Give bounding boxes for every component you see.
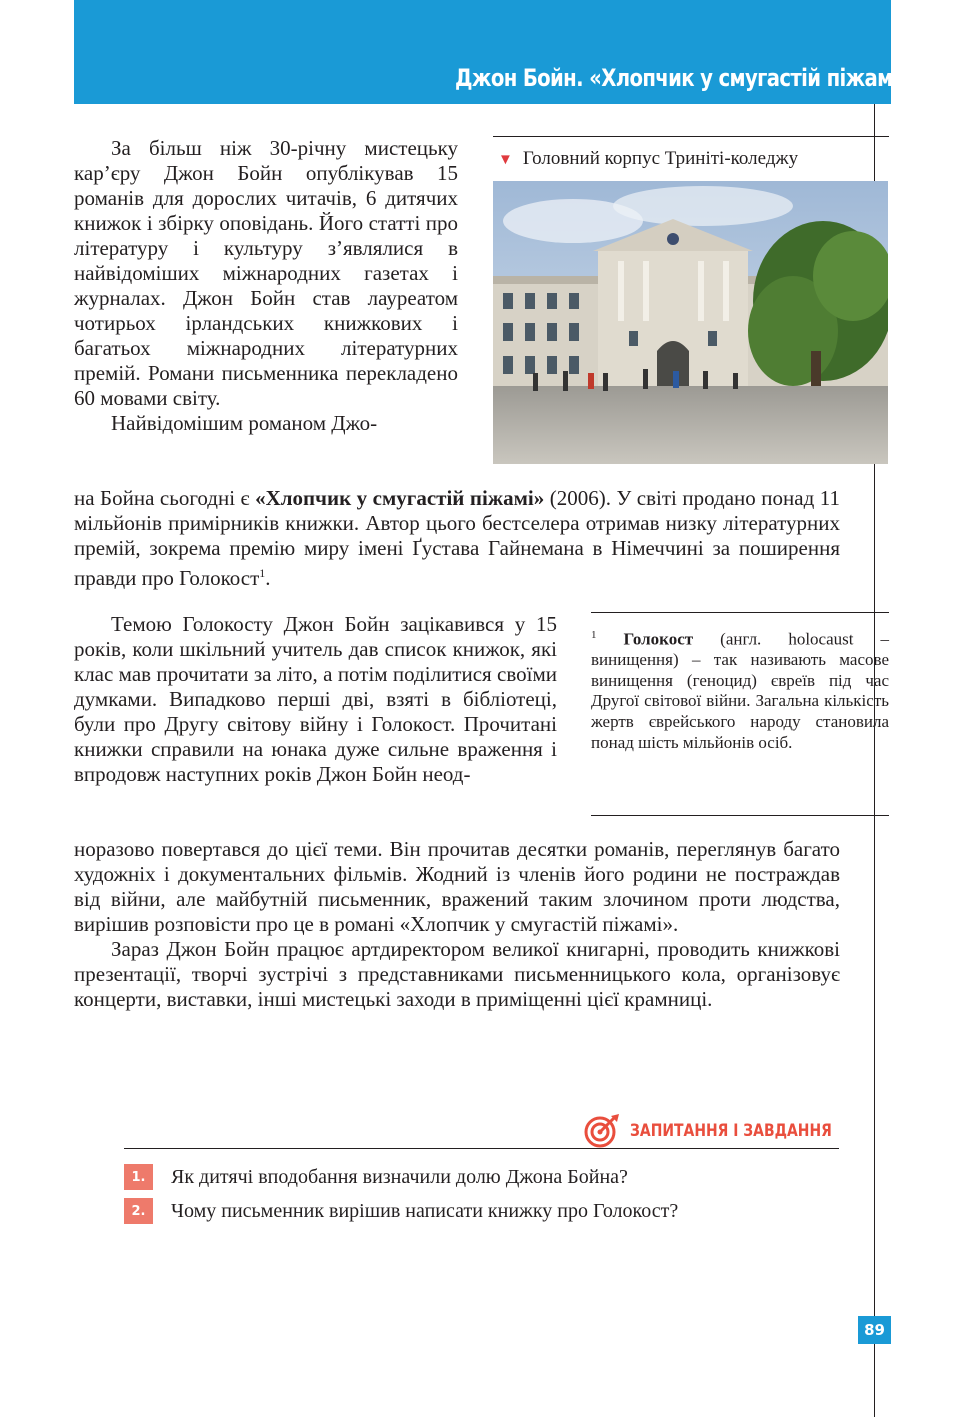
holocaust-interest-text: Темою Голокосту Джон Бойн зацікавився у 15 років, коли шкільний учитель дав список книжок, які клас мав прочитати за літо, а потім поділитися своїми думками. Випадково перші дві, взяті в бібліотеці, були про Другу світову війну і Голокост. Прочитані книжки справили на юнака дуже сильне враження і впродовж наступних років Джон Бойн неод- xyxy=(74,612,557,786)
intro-text: За більш ніж 30-річну мистецьку кар’єру Джон Бойн опублікував 15 романів для дорослих читачів, 6 дитячих книжок і збірку оповідань. Його статті про літературу і культуру з’являлися в найвідоміших міжнародних газетах і журналах. Джон Бойн став лауреатом чотирьох ірландських книжкових і багатьох міжнародних літературних премій. Романи письменника перекладено 60 мовами світу. xyxy=(74,136,458,410)
question-item xyxy=(124,1164,628,1190)
famous-novel-line-start: Найвідомішим романом Джо- xyxy=(111,411,378,435)
holocaust-continued-text: норазово повертався до цієї теми. Він прочитав десятки романів, переглянув багато художніх і документальних фільмів. Жодний із членів його родини не постраждав від війни, але майбутній письменник, вражений таким злочином проти людства, вирішив розповісти про це в романі «Хлопчик у смугастій піжамі». xyxy=(74,837,840,936)
question-number: 2. xyxy=(124,1198,153,1224)
footnote-top-rule xyxy=(591,612,889,613)
famous-novel-text xyxy=(74,486,840,591)
footnote xyxy=(591,625,889,753)
footnote-marker: 1 xyxy=(591,629,597,641)
paragraph-holocaust-full xyxy=(74,837,840,1012)
current-work-text: Зараз Джон Бойн працює артдиректором великої книгарні, проводить книжкові презентації, творчі зустрічі з представниками письменницького кола, організовує концерти, виставки, інші мистецькі заходи в приміщенні цієї крамниці. xyxy=(74,937,840,1011)
novel-text-b: (2006). У світі продано понад 11 мільйонів примірників книжки. Автор цього бестселера отримав низку літературних премій, зокрема премію миру імені Ґустава Гайнемана в Німеччині за поширення правди про Голокост xyxy=(74,486,840,590)
question-text: Як дитячі вподобання визначили долю Джона Бойна? xyxy=(171,1165,628,1188)
paragraph-intro xyxy=(74,136,458,436)
page-number: 89 xyxy=(858,1316,891,1344)
novel-text-a: на Бойна сьогодні є xyxy=(74,486,256,510)
questions-heading: ЗАПИТАННЯ І ЗАВДАННЯ xyxy=(630,1121,832,1141)
footnote-text: (англ. holocaust – винищення) – так називають масове винищення (геноцид) євреїв під час Другої світової війни. Загальна кількість жертв єврейського народу становила понад шість мільйонів осіб. xyxy=(591,629,889,752)
photo-caption xyxy=(498,148,888,170)
footnote-bottom-rule xyxy=(591,815,889,816)
question-item xyxy=(124,1198,678,1224)
novel-text-end: . xyxy=(265,566,271,590)
novel-title-bold: «Хлопчик у смугастій піжамі» xyxy=(255,486,545,510)
chapter-title: Джон Бойн. «Хлопчик у смугастій піжамі» xyxy=(455,64,911,92)
trinity-college-photo xyxy=(493,181,888,464)
caption-text: Головний корпус Триніті-коледжу xyxy=(522,148,799,169)
footnote-term: Голокост xyxy=(623,629,694,649)
question-text: Чому письменник вирішив написати книжку про Голокост? xyxy=(171,1199,679,1222)
paragraph-famous-novel xyxy=(74,486,840,591)
paragraph-holocaust-left xyxy=(74,612,557,787)
questions-rule xyxy=(124,1148,839,1149)
caption-rule xyxy=(493,136,889,137)
target-icon xyxy=(584,1114,620,1148)
triangle-marker-icon: ▼ xyxy=(498,152,513,168)
question-number: 1. xyxy=(124,1164,153,1190)
footnote-ref: 1 xyxy=(259,566,266,580)
